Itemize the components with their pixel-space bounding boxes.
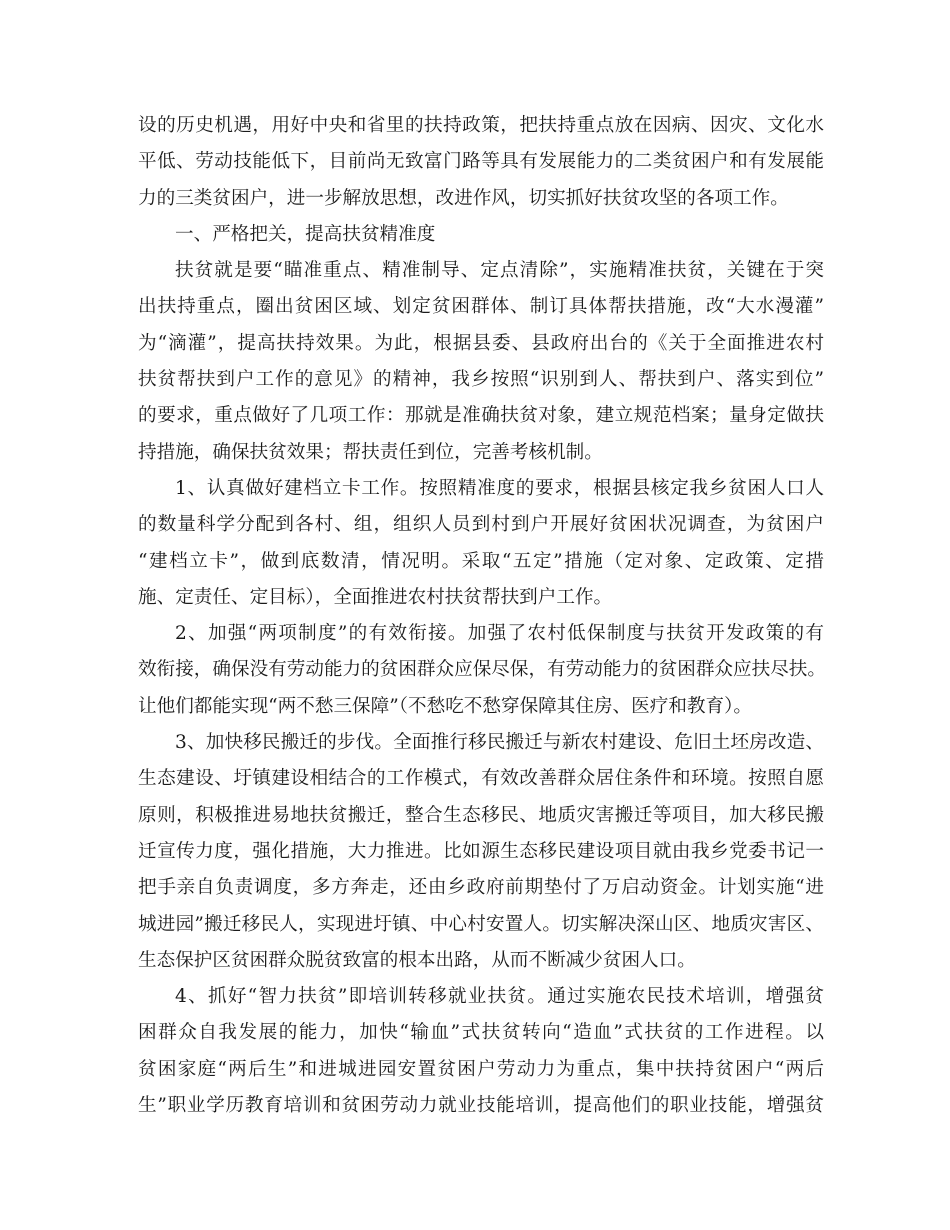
text-line: 迁宣传力度，强化措施，大力推进。比如源生态移民建设项目就由我乡党委书记一: [138, 840, 824, 862]
text-line: 平低、劳动技能低下，目前尚无致富门路等具有发展能力的二类贫困户和有发展能: [138, 151, 824, 173]
text-line: 出扶持重点，圈出贫困区域、划定贫困群体、制订具体帮扶措施，改“大水漫灌”: [138, 296, 824, 318]
text-line: 效衔接，确保没有劳动能力的贫困群众应保尽保，有劳动能力的贫困群众应扶尽扶。: [138, 659, 826, 681]
text-line: 困群众自我发展的能力，加快“输血”式扶贫转向“造血”式扶贫的工作进程。以: [138, 1022, 824, 1044]
text-line: 为“滴灌”，提高扶持效果。为此，根据县委、县政府出台的《关于全面推进农村: [138, 332, 824, 354]
text-line: 原则，积极推进易地扶贫搬迁，整合生态移民、地质灾害搬迁等项目，加大移民搬: [138, 804, 824, 826]
text-line: 生态建设、圩镇建设相结合的工作模式，有效改善群众居住条件和环境。按照自愿: [138, 768, 824, 790]
text-line: 生”职业学历教育培训和贫困劳动力就业技能培训，提高他们的职业技能，增强贫: [138, 1095, 824, 1117]
text-line: 扶贫帮扶到户工作的意见》的精神，我乡按照“识别到人、帮扶到户、落实到位”: [138, 369, 824, 391]
text-line: 的要求，重点做好了几项工作：那就是准确扶贫对象，建立规范档案；量身定做扶: [138, 405, 824, 427]
text-line: 施、定责任、定目标），全面推进农村扶贫帮扶到户工作。: [138, 586, 613, 608]
text-line: 贫困家庭“两后生”和进城进园安置贫困户劳动力为重点，集中扶持贫困户“两后: [138, 1058, 824, 1080]
text-line: 设的历史机遇，用好中央和省里的扶持政策，把扶持重点放在因病、因灾、文化水: [138, 115, 824, 136]
text-line: 把手亲自负责调度，多方奔走，还由乡政府前期垫付了万启动资金。计划实施“进: [138, 877, 824, 899]
text-line: 2、加强“两项制度”的有效衔接。加强了农村低保制度与扶贫开发政策的有: [175, 623, 824, 645]
text-line: 生态保护区贫困群众脱贫致富的根本出路，从而不断减少贫困人口。: [138, 949, 696, 971]
text-line: 力的三类贫困户，进一步解放思想，改进作风，切实抓好扶贫攻坚的各项工作。: [138, 187, 789, 209]
text-line: 让他们都能实现“两不愁三保障”（不愁吃不愁穿保障其住房、医疗和教育）。: [138, 695, 753, 717]
text-line: “建档立卡”，做到底数清，情况明。采取“五定”措施（定对象、定政策、定措: [138, 550, 824, 572]
text-line: 持措施，确保扶贫效果；帮扶责任到位，完善考核机制。: [138, 441, 603, 463]
text-line: 3、加快移民搬迁的步伐。全面推行移民搬迁与新农村建设、危旧土坯房改造、: [175, 732, 824, 754]
body-text: [138, 108, 824, 1124]
text-line: 4、抓好“智力扶贫”即培训转移就业扶贫。通过实施农民技术培训，增强贫: [175, 986, 824, 1008]
text-line: 城进园”搬迁移民人，实现进圩镇、中心村安置人。切实解决深山区、地质灾害区、: [138, 913, 824, 935]
text-line: 的数量科学分配到各村、组，组织人员到村到户开展好贫困状况调查，为贫困户: [138, 514, 824, 536]
text-line: 1、认真做好建档立卡工作。按照精准度的要求，根据县核定我乡贫困人口人: [175, 477, 824, 499]
text-line: 一、严格把关，提高扶贫精准度: [175, 223, 436, 245]
text-line: 扶贫就是要“瞄准重点、精准制导、定点清除”，实施精准扶贫，关键在于突: [175, 260, 824, 282]
